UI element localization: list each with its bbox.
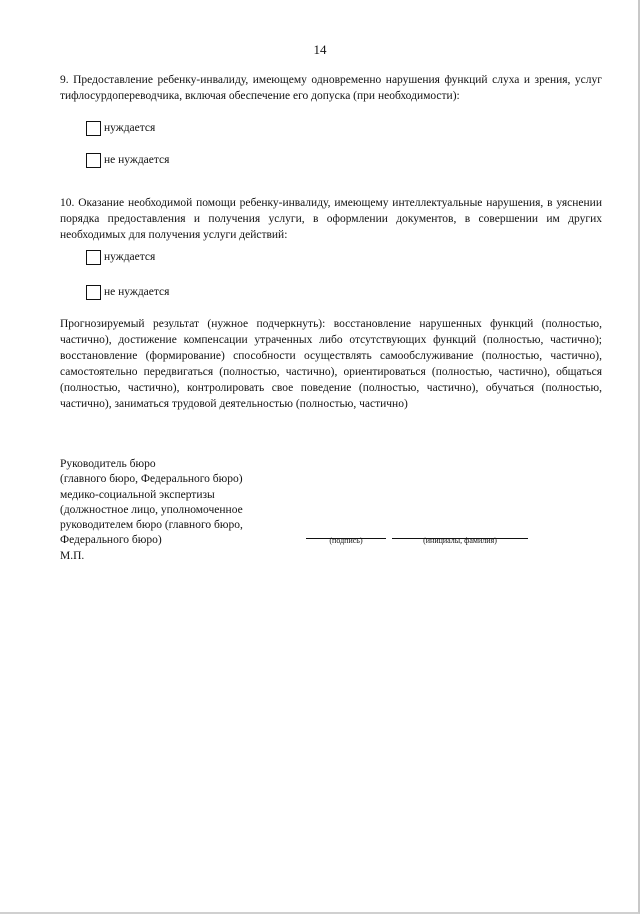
checkbox[interactable] [86, 285, 101, 300]
option-label: нуждается [104, 251, 156, 263]
checkbox[interactable] [86, 250, 101, 265]
signature-position-block [60, 457, 243, 549]
item-10-option-not-needs[interactable] [86, 283, 169, 301]
forecast-text: Прогнозируемый результат (нужное подчеркнуть): восстановление нарушенных функций (полностью, частично), достижение компенсации утраченных либо отсутствующих функций (полностью, частично); восстановление (формирование) способности осуществлять самообслуживание (полностью, частично), самостоятельно передвигаться (полностью, частично), ориентироваться (полностью, частично), общаться (полностью, частично), контролировать свое поведение (полностью, частично), обучаться (полностью, частично), заниматься трудовой деятельностью (полностью, частично) [60, 318, 602, 410]
item-9-option-needs[interactable] [86, 119, 155, 137]
item-9-text: 9. Предоставление ребенку-инвалиду, имеющему одновременно нарушения функций слуха и зрения, услуг тифлосурдопереводчика, включая обеспечение его допуска (при необходимости): [60, 74, 602, 102]
page-number: 14 [313, 42, 327, 57]
signature-caption: (подпись) [329, 536, 363, 545]
option-label: нуждается [104, 122, 156, 134]
signature-position-line: медико-социальной экспертизы [60, 488, 215, 501]
item-10-option-needs[interactable] [86, 248, 155, 266]
stamp-place: М.П. [60, 550, 85, 562]
item-9-option-not-needs[interactable] [86, 151, 169, 169]
signature-position-line: руководителем бюро (главного бюро, [60, 519, 243, 532]
option-label: не нуждается [104, 154, 170, 166]
signature-position-line: Руководитель бюро [60, 458, 156, 470]
signature-position-line: (должностное лицо, уполномоченное [60, 503, 243, 516]
checkbox[interactable] [86, 121, 101, 136]
signature-position-line: (главного бюро, Федерального бюро) [60, 473, 243, 486]
name-caption: (инициалы, фамилия) [423, 536, 497, 545]
checkbox[interactable] [86, 153, 101, 168]
option-label: не нуждается [104, 286, 170, 298]
signature-position-line: Федерального бюро) [60, 534, 162, 547]
item-10-text: 10. Оказание необходимой помощи ребенку-инвалиду, имеющему интеллектуальные нарушения, в уяснении порядка предоставления и получения услуги, в оформлении документов, в совершении им других необходимых для получения услуги действий: [60, 197, 602, 241]
